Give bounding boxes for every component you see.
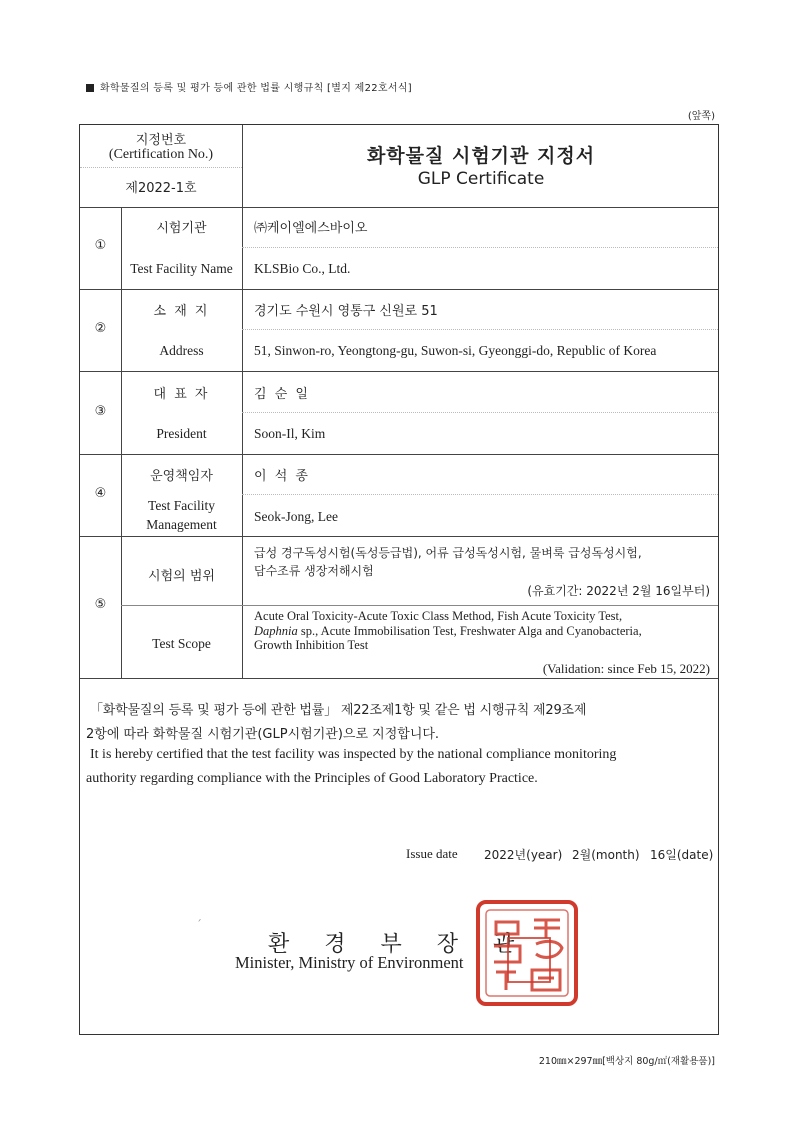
divider: [121, 207, 122, 678]
certificate-title-ko: 화학물질 시험기관 지정서: [366, 145, 596, 167]
square-bullet-icon: [86, 84, 94, 92]
divider: [242, 247, 718, 248]
address-value-en: 51, Sinwon-ro, Yeongtong-gu, Suwon-si, Gyeonggi-do, Republic of Korea: [254, 343, 657, 358]
form-reference-text: 화학물질의 등록 및 평가 등에 관한 법률 시행규칙 [별지 제22호서식]: [100, 83, 412, 94]
certification-label-en: (Certification No.): [108, 147, 214, 162]
certification-label-ko: 지정번호: [135, 133, 187, 148]
minister-title-en: Minister, Ministry of Environment: [235, 953, 464, 972]
president-value-en: Soon-Il, Kim: [254, 426, 326, 441]
facility-value-ko: ㈜케이엘에스바이오: [254, 221, 368, 236]
certificate-frame: [79, 124, 719, 1035]
address-label-en: Address: [159, 343, 204, 358]
divider: [80, 167, 242, 168]
facility-label-en: Test Facility Name: [130, 261, 233, 276]
divider: [242, 412, 718, 413]
scope-en-line-1: Acute Oral Toxicity-Acute Toxic Class Method, Fish Acute Toxicity Test,: [254, 609, 623, 623]
species-name: Daphnia: [254, 624, 298, 638]
scope-en-line-2: [254, 624, 642, 639]
president-label-en: President: [156, 426, 207, 441]
scope-label-en: Test Scope: [152, 636, 211, 651]
scope-ko-line-2: 담수조류 생장저해시험: [254, 564, 374, 578]
president-value-ko: 김 순 일: [254, 387, 310, 402]
management-label-en-1: Test Facility: [148, 498, 215, 513]
divider: [242, 494, 718, 495]
row-number: ①: [94, 238, 107, 253]
divider: [80, 207, 718, 208]
address-label-ko: 소 재 지: [153, 304, 210, 319]
management-label-ko: 운영책임자: [150, 469, 213, 484]
facility-label-ko: 시험기관: [156, 221, 207, 236]
statement-ko-line-2: 2항에 따라 화학물질 시험기관(GLP시험기관)으로 지정합니다.: [86, 727, 440, 742]
paper-spec-footer: 210㎜×297㎜[백상지 80g/㎡(재활용품)]: [538, 1056, 715, 1067]
divider: [80, 536, 718, 537]
divider: [242, 329, 718, 330]
scope-en-line-2-rest: sp., Acute Immobilisation Test, Freshwater Alga and Cyanobacteria,: [297, 624, 642, 638]
issue-date-label: Issue date: [406, 846, 458, 861]
row-number: ③: [94, 404, 107, 419]
issue-year: 2022년(year): [484, 848, 563, 862]
divider: [80, 454, 718, 455]
statement-ko-line-1: 「화학물질의 등록 및 평가 등에 관한 법률」 제22조제1항 및 같은 법 시행규칙 제29조제: [90, 703, 587, 718]
scope-ko-validity: (유효기간: 2022년 2월 16일부터): [527, 584, 710, 598]
divider: [80, 289, 718, 290]
certificate-title-en: GLP Certificate: [417, 169, 545, 189]
divider: [121, 605, 718, 606]
scope-en-line-3: Growth Inhibition Test: [254, 638, 369, 652]
president-label-ko: 대 표 자: [153, 387, 210, 402]
divider: [242, 207, 243, 678]
statement-en-line-1: It is hereby certified that the test facility was inspected by the national compliance monitoring: [90, 747, 617, 762]
row-number: ②: [94, 321, 107, 336]
facility-value-en: KLSBio Co., Ltd.: [254, 261, 351, 276]
divider: [80, 371, 718, 372]
management-label-en-2: Management: [146, 517, 217, 532]
scope-label-ko: 시험의 범위: [148, 569, 215, 584]
address-value-ko: 경기도 수원시 영통구 신원로 51: [254, 304, 438, 319]
issue-day: 16일(date): [650, 848, 714, 862]
scope-ko-line-1: 급성 경구독성시험(독성등급법), 어류 급성독성시험, 물벼룩 급성독성시험,: [254, 546, 642, 560]
statement-en-line-2: authority regarding compliance with the Principles of Good Laboratory Practice.: [86, 771, 538, 786]
issue-month: 2월(month): [572, 848, 640, 862]
management-value-ko: 이 석 종: [254, 469, 310, 484]
row-number: ④: [94, 486, 107, 501]
official-seal-icon: [474, 898, 580, 1008]
divider: [80, 678, 718, 679]
management-value-en: Seok-Jong, Lee: [254, 509, 338, 524]
minister-title-ko: 환 경 부 장 관: [268, 932, 529, 957]
stray-mark: ´: [196, 918, 202, 932]
row-number: ⑤: [94, 597, 107, 612]
scope-en-validity: (Validation: since Feb 15, 2022): [542, 661, 710, 676]
front-side-label: (앞쪽): [687, 111, 715, 122]
form-reference-note: [86, 79, 412, 94]
certification-number: 제2022-1호: [125, 181, 197, 196]
